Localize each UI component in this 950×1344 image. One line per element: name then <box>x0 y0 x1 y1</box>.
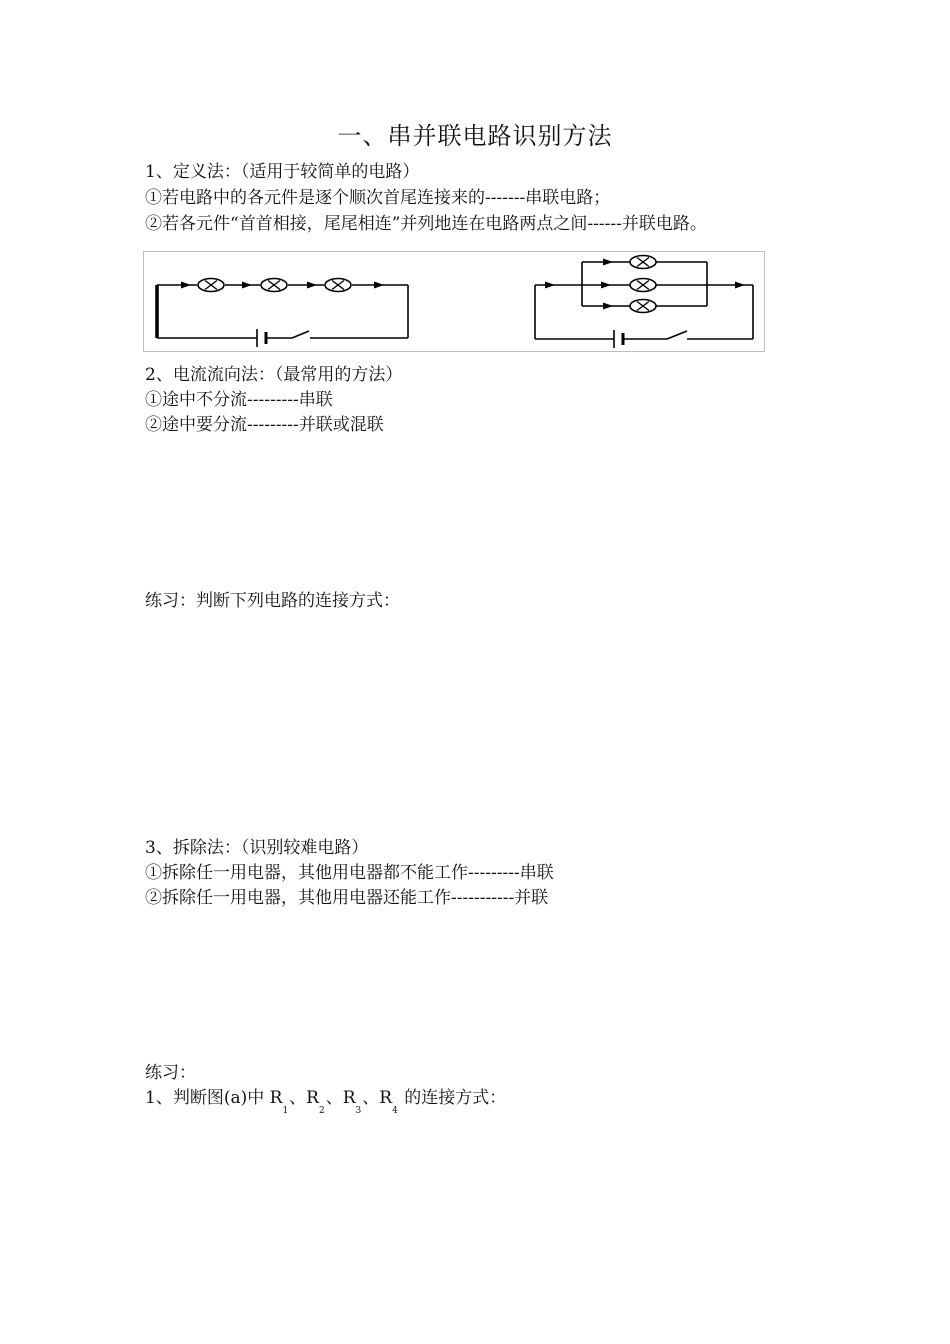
lamp-icon <box>630 279 656 292</box>
lamp-icon <box>630 256 656 269</box>
circuit-figure <box>143 251 765 352</box>
section3-line1: ①拆除任一用电器，其他用电器都不能工作---------串联 <box>145 863 554 883</box>
section3-line2: ②拆除任一用电器，其他用电器还能工作-----------并联 <box>145 888 549 908</box>
practice2-heading: 练习： <box>145 1063 196 1083</box>
practice2-question1: 1、判断图(a)中 $R_1$、$R_2$、$R_3$、$R_4$ 的连接方式： <box>145 1088 507 1116</box>
section2-line2: ②途中要分流---------并联或混联 <box>145 415 384 435</box>
page-title: 一、串并联电路识别方法 <box>337 122 613 150</box>
section2-line1: ①途中不分流---------串联 <box>145 390 333 410</box>
section3-heading: 3、拆除法：（识别较难电路） <box>145 838 369 858</box>
section1-line1: ①若电路中的各元件是逐个顺次首尾连接来的-------串联电路； <box>145 188 611 208</box>
section1-heading: 1、定义法：（适用于较简单的电路） <box>145 162 420 182</box>
section1-line2: ②若各元件“首首相接，尾尾相连”并列地连在电路两点之间------并联电路。 <box>145 214 707 234</box>
lamp-icon <box>325 279 351 292</box>
practice1-text: 练习：判断下列电路的连接方式： <box>145 591 400 611</box>
circuit-diagrams <box>144 252 764 351</box>
section2-heading: 2、电流流向法：（最常用的方法） <box>145 365 403 385</box>
lamp-icon <box>261 279 287 292</box>
lamp-icon <box>198 279 224 292</box>
series-circuit <box>157 285 408 347</box>
lamp-icon <box>630 300 656 313</box>
